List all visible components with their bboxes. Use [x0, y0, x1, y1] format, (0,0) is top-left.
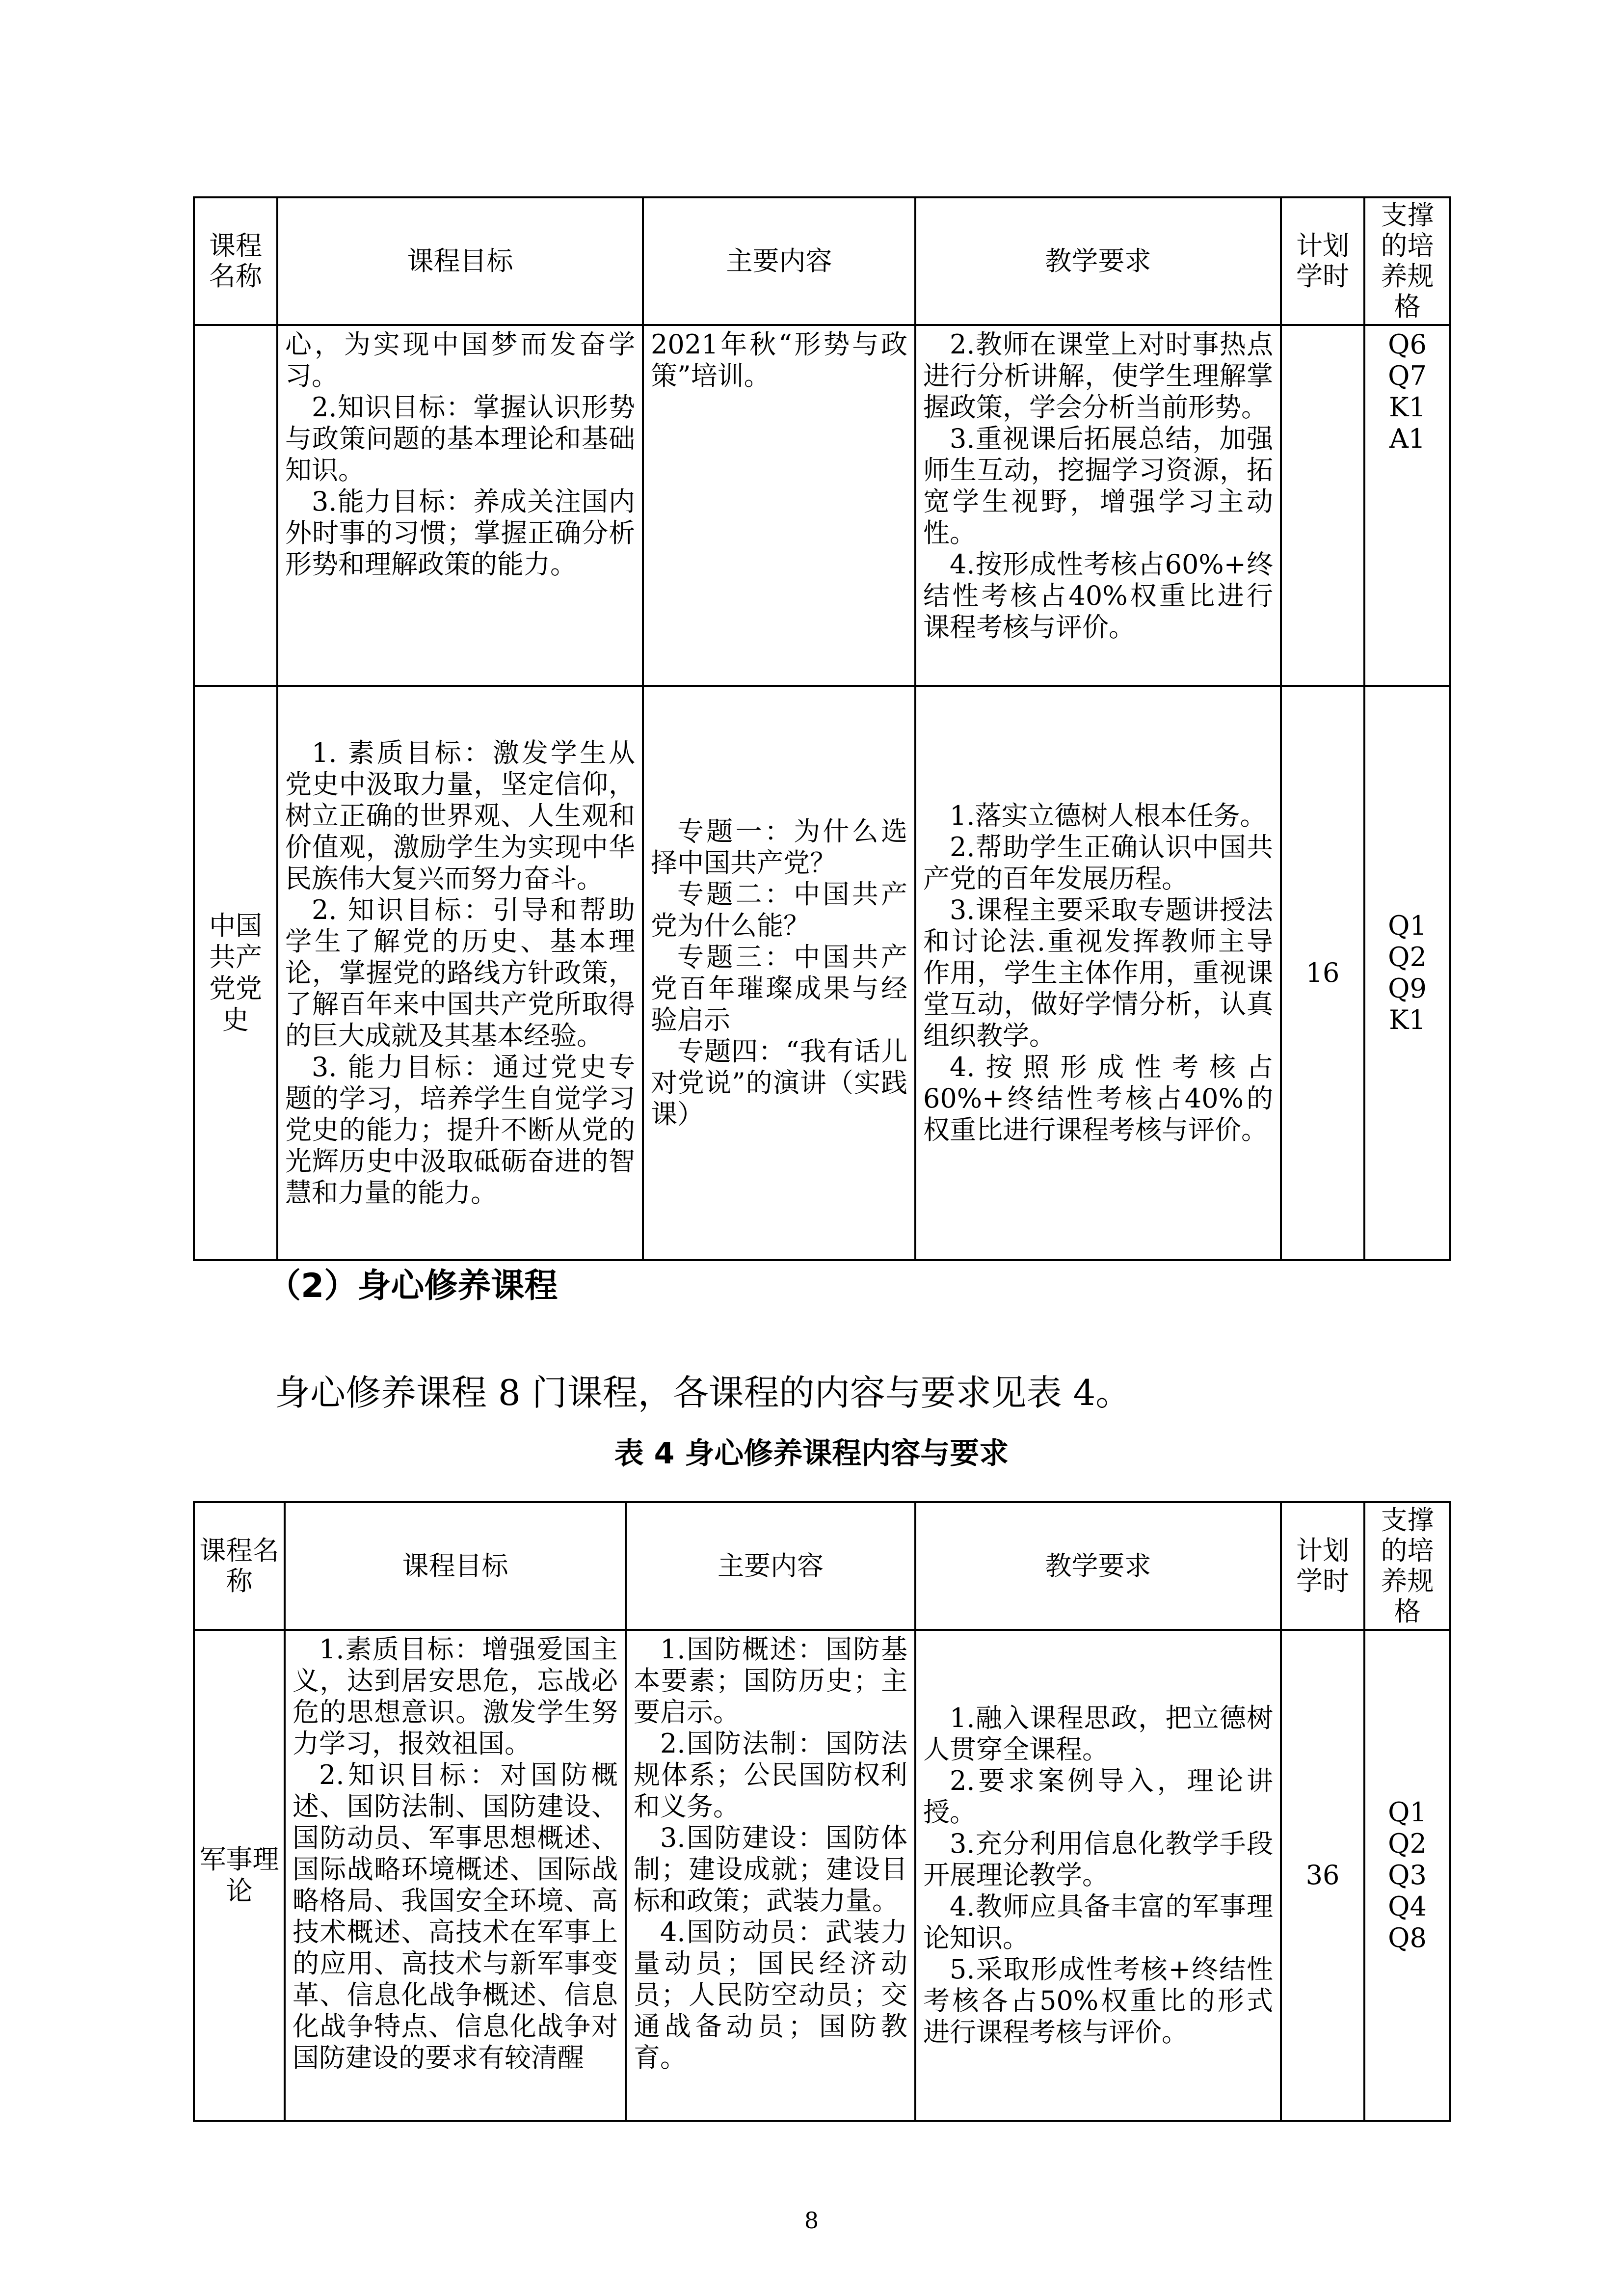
goal-paragraph: 3.能力目标：养成关注国内外时事的习惯；掌握正确分析形势和理解政策的能力。 — [285, 486, 635, 580]
requirement-paragraph: 4.按照形成性考核占60%+终结性考核占40%的权重比进行课程考核与评价。 — [923, 1052, 1273, 1145]
header-main-content: 主要内容 — [626, 1502, 915, 1630]
goal-cell — [277, 686, 643, 1260]
requirement-paragraph: 2.要求案例导入，理论讲授。 — [923, 1765, 1273, 1828]
header-teaching-req: 教学要求 — [915, 197, 1281, 325]
table-header-row — [194, 197, 1450, 325]
goal-paragraph: 1. 素质目标：激发学生从党史中汲取力量，坚定信仰，树立正确的世界观、人生观和价值观，激励学生为实现中华民族伟大复兴而努力奋斗。 — [285, 737, 635, 894]
content-paragraph: 专题三：中国共产党百年璀璨成果与经验启示 — [651, 942, 907, 1035]
table-row — [194, 686, 1450, 1260]
goal-paragraph: 2.知识目标：对国防概述、国防法制、国防建设、国防动员、军事思想概述、国际战略环境概述、国际战略格局、我国安全环境、高技术概述、高技术在军事上的应用、高技术与新军事变革、信息化战争概述、信息化战争特点、信息化战争对国防建设的要求有较清醒 — [293, 1759, 618, 2073]
content-cell — [643, 686, 915, 1260]
spec-code: Q4 — [1388, 1891, 1427, 1922]
goal-paragraph: 2. 知识目标：引导和帮助学生了解党的历史、基本理论，掌握党的路线方针政策，了解百年来中国共产党所取得的巨大成就及其基本经验。 — [285, 894, 635, 1051]
page-number: 8 — [804, 2207, 819, 2234]
requirement-paragraph: 4.按形成性考核占60%+终结性考核占40%权重比进行课程考核与评价。 — [923, 549, 1273, 643]
content-paragraph: 专题一：为什么选择中国共产党？ — [651, 816, 907, 878]
spec-code: K1 — [1389, 392, 1426, 423]
spec-code: Q7 — [1388, 360, 1427, 391]
requirement-paragraph: 3.充分利用信息化教学手段开展理论教学。 — [923, 1828, 1273, 1891]
section-heading: （2）身心修养课程 — [267, 1267, 558, 1305]
course-name-cell: 军事理论 — [194, 1630, 285, 2121]
content-paragraph: 专题二：中国共产党为什么能？ — [651, 879, 907, 941]
spec-code: Q6 — [1388, 329, 1427, 360]
spec-code: Q2 — [1388, 1828, 1427, 1859]
content-paragraph: 1.国防概述：国防基本要素；国防历史；主要启示。 — [634, 1634, 907, 1728]
requirement-paragraph: 1.落实立德树人根本任务。 — [950, 800, 1267, 831]
requirement-paragraph: 2.帮助学生正确认识中国共产党的百年发展历程。 — [923, 832, 1273, 894]
goal-paragraph: 心，为实现中国梦而发奋学习。 — [285, 329, 635, 391]
spec-code: Q3 — [1388, 1860, 1427, 1891]
header-support-spec: 支撑的培养规格 — [1364, 197, 1450, 325]
requirement-paragraph: 1.融入课程思政，把立德树人贯穿全课程。 — [923, 1702, 1273, 1765]
goal-paragraph: 3. 能力目标：通过党史专题的学习，培养学生自觉学习党史的能力；提升不断从党的光辉历史中汲取砥砺奋进的智慧和力量的能力。 — [285, 1052, 635, 1208]
requirement-paragraph: 4.教师应具备丰富的军事理论知识。 — [923, 1891, 1273, 1953]
header-planned-hours: 计划学时 — [1281, 1502, 1364, 1630]
goal-cell — [285, 1630, 626, 2121]
header-main-content: 主要内容 — [643, 197, 915, 325]
spec-code: Q2 — [1388, 942, 1427, 972]
codes-cell — [1364, 1630, 1450, 2121]
table-caption: 表 4 身心修养课程内容与要求 — [614, 1436, 1009, 1471]
goal-cell — [277, 325, 643, 686]
hours-cell — [1281, 325, 1364, 686]
codes-cell — [1364, 325, 1450, 686]
requirement-paragraph: 3.重视课后拓展总结，加强师生互动，挖掘学习资源，拓宽学生视野，增强学习主动性。 — [923, 423, 1273, 548]
content-cell — [643, 325, 915, 686]
spec-code: Q1 — [1388, 1797, 1427, 1828]
header-course-name: 课程名称 — [194, 197, 277, 325]
course-table-continued — [193, 196, 1451, 1261]
header-course-name: 课程名称 — [194, 1502, 285, 1630]
content-paragraph: 专题四：“我有话儿对党说”的演讲（实践课） — [651, 1036, 907, 1130]
course-table-4 — [193, 1501, 1451, 2122]
content-paragraph: 2021年秋“形势与政策”培训。 — [651, 329, 907, 391]
goal-paragraph: 2.知识目标：掌握认识形势与政策问题的基本理论和基础知识。 — [285, 392, 635, 486]
goal-paragraph: 1.素质目标：增强爱国主义，达到居安思危，忘战必危的思想意识。激发学生努力学习，报效祖国。 — [293, 1634, 618, 1759]
requirement-cell — [915, 1630, 1281, 2121]
table-header-row — [194, 1502, 1450, 1630]
header-planned-hours: 计划学时 — [1281, 197, 1364, 325]
content-paragraph: 3.国防建设：国防体制；建设成就；建设目标和政策；武装力量。 — [634, 1822, 907, 1916]
spec-code: Q9 — [1388, 973, 1427, 1004]
requirement-paragraph: 3.课程主要采取专题讲授法和讨论法.重视发挥教师主导作用，学生主体作用，重视课堂互动，做好学情分析，认真组织教学。 — [923, 894, 1273, 1051]
codes-cell — [1364, 686, 1450, 1260]
spec-code: K1 — [1389, 1004, 1426, 1035]
requirement-cell — [915, 686, 1281, 1260]
spec-code: Q1 — [1388, 910, 1427, 941]
header-teaching-req: 教学要求 — [915, 1502, 1281, 1630]
hours-cell: 36 — [1281, 1630, 1364, 2121]
course-name-cell — [194, 325, 277, 686]
course-name-cell: 中国共产党党史 — [194, 686, 277, 1260]
content-paragraph: 4.国防动员：武装力量动员；国民经济动员；人民防空动员；交通战备动员；国防教育。 — [634, 1917, 907, 2073]
content-cell — [626, 1630, 915, 2121]
table-row — [194, 325, 1450, 686]
header-support-spec: 支撑的培养规格 — [1364, 1502, 1450, 1630]
table-row — [194, 1630, 1450, 2121]
requirement-paragraph: 2.教师在课堂上对时事热点进行分析讲解，使学生理解掌握政策，学会分析当前形势。 — [923, 329, 1273, 423]
requirement-cell — [915, 325, 1281, 686]
hours-cell: 16 — [1281, 686, 1364, 1260]
header-course-goal: 课程目标 — [277, 197, 643, 325]
intro-paragraph: 身心修养课程 8 门课程，各课程的内容与要求见表 4。 — [275, 1372, 1131, 1413]
requirement-paragraph: 5.采取形成性考核+终结性考核各占50%权重比的形式进行课程考核与评价。 — [923, 1954, 1273, 2048]
spec-code: Q8 — [1388, 1922, 1427, 1953]
spec-code: A1 — [1389, 423, 1426, 454]
header-course-goal: 课程目标 — [285, 1502, 626, 1630]
content-paragraph: 2.国防法制：国防法规体系；公民国防权利和义务。 — [634, 1728, 907, 1822]
